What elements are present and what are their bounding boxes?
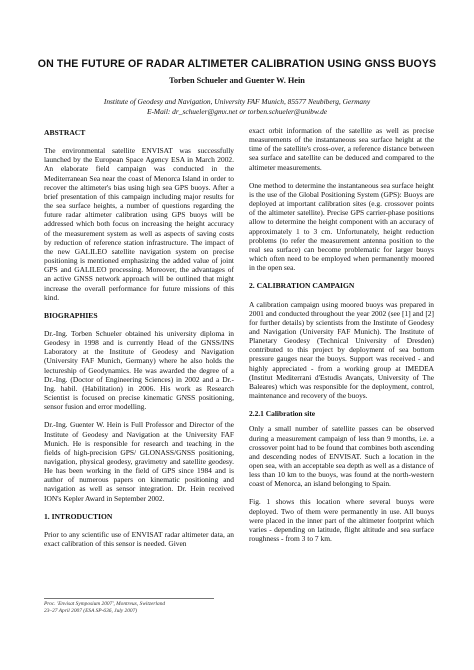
- figure-reference-paragraph: Fig. 1 shows this location where several buoys were deployed. Two of them were permanently in use. All buoys were placed in the inner part of the altimeter footprint which varies - depending on latitude, flight altitude and sea surface roughness - from 3 to 7 km.: [249, 497, 434, 544]
- introduction-paragraph: Prior to any scientific use of ENVISAT radar altimeter data, an exact calibration of this sensor is needed. Given: [44, 529, 234, 549]
- footnote-dates: 23–27 April 2007 (ESA SP-636, July 2007): [44, 608, 138, 614]
- biography-schueler: Dr.-Ing. Torben Schueler obtained his university diploma in Geodesy in 1998 and is currently Head of the GNSS/INS Laboratory at the Institute of Geodesy and Navigation (University FAF Munich, Germany) where he also holds the lectureship of Geodynamics. He was awarded the degree of a Dr.-Ing. (Doctor of Engineering Sciences) in 2002 and a Dr.-Ing. habil. (Habilitation) in 2006. His work as Research Scientist is focused on precise kinematic GNSS positioning, sensor fusion and error modelling.: [44, 328, 234, 412]
- intro-continued-paragraph: exact orbit information of the satellite as well as precise measurements of the instantaneous sea surface height at the time of the satellite's cross-over, a reference distance between sea surface and satellite can be deduced and compared to the altimeter measurements.: [249, 126, 434, 172]
- biography-hein: Dr.-Ing. Guenter W. Hein is Full Professor and Director of the Institute of Geodesy and Navigation at the University FAF Munich. He is responsible for research and teaching in the fields of high-precision GPS/ GLONASS/GNSS positioning, navigation, physical geodesy, gravimetry and satellite geodesy. He has been working in the field of GPS since 1984 and is author of numerous papers on kinematic positioning and navigation as well as sensor integration. Dr. Hein received ION's Kepler Award in September 2002.: [44, 420, 234, 503]
- abstract-heading: ABSTRACT: [44, 128, 86, 137]
- right-column: [249, 126, 434, 552]
- affiliation-block: [0, 97, 474, 117]
- footnote: [44, 601, 165, 615]
- calibration-campaign-heading: 2. CALIBRATION CAMPAIGN: [249, 281, 355, 291]
- gps-method-paragraph: One method to determine the instantaneous sea surface height is the use of the Global Positioning System (GPS): Buoys are deployed at important calibration sites (e.g. crossover points of the altimeter satellite). Precise GPS carrier-phase positions allow to determine the height component with an accuracy of approximately 1 to 3 cm. Unfortunately, height reduction problems (to refer the measurement antenna position to the real sea surface) can become problematic for larger buoys which often need to be employed when permanently moored in the open sea.: [249, 180, 434, 273]
- biographies-heading: BIOGRAPHIES: [44, 310, 98, 320]
- calibration-site-heading: 2.2.1 Calibration site: [249, 409, 316, 419]
- abstract-text: The environmental satellite ENVISAT was successfully launched by the European Space Agency ESA in March 2002. An elaborate field campaign was conducted in the Mediterranean Sea near the coast of Menorca Island in order to recover the altimeter's bias using high sea GPS buoys. After a brief presentation of this campaign including major results for the sea surface heights, a number of questions regarding the future radar altimeter calibration using GPS buoys will be addressed which both focus on increasing the height accuracy of the measurement system as well as aspects of saving costs by reduction of reference station infrastructure. The impact of the new GALILEO satellite navigation system on precise positioning is mentioned emphasizing the added value of joint GPS and GALILEO processing. Moreover, the advantages of an active GNSS network approach will be outlined that might increase the overall performance for future missions of this kind.: [44, 146, 234, 302]
- footnote-rule: [44, 598, 214, 599]
- introduction-heading: 1. INTRODUCTION: [44, 511, 113, 521]
- affiliation: Institute of Geodesy and Navigation, University FAF Munich, 85577 Neubiberg, Germany: [103, 97, 371, 106]
- calibration-site-paragraph: Only a small number of satellite passes can be observed during a measurement campaign of less than 9 months, i.e. a crossover point had to be found that combines both ascending and descending nodes of ENVISAT. Such a location in the open sea, with an acceptable sea depth as well as a distance of less than 10 km to the buoys, was found at the north-western coast of Menorca, an island belonging to Spain.: [249, 424, 434, 489]
- email: E-Mail: dr_schueler@gmx.net or torben.schueler@unibw.de: [146, 106, 328, 116]
- left-column: [44, 128, 234, 557]
- authors: Torben Schueler and Guenter W. Hein: [169, 76, 305, 85]
- paper-title: ON THE FUTURE OF RADAR ALTIMETER CALIBRATION USING GNSS BUOYS: [37, 58, 437, 70]
- campaign-paragraph: A calibration campaign using moored buoys was prepared in 2001 and conducted throughout the year 2002 (see [1] and [2] for further details) by scientists from the Institute of Geodesy and Navigation (University FAF Munich). The Institute of Planetary Geodesy (Technical University of Dresden) contributed to this project by deployment of sea bottom pressure gauges near the buoys. Support was received - and highly appreciated - from a working group at IMEDEA (Institut Mediterrani d'Estudis Avançats, University of The Baleares) which was responsible for the deployment, control, maintenance and recovery of the buoys.: [249, 299, 434, 401]
- footnote-proceedings: Proc. 'Envisat Symposium 2007', Montreux, Switzerland: [44, 601, 166, 607]
